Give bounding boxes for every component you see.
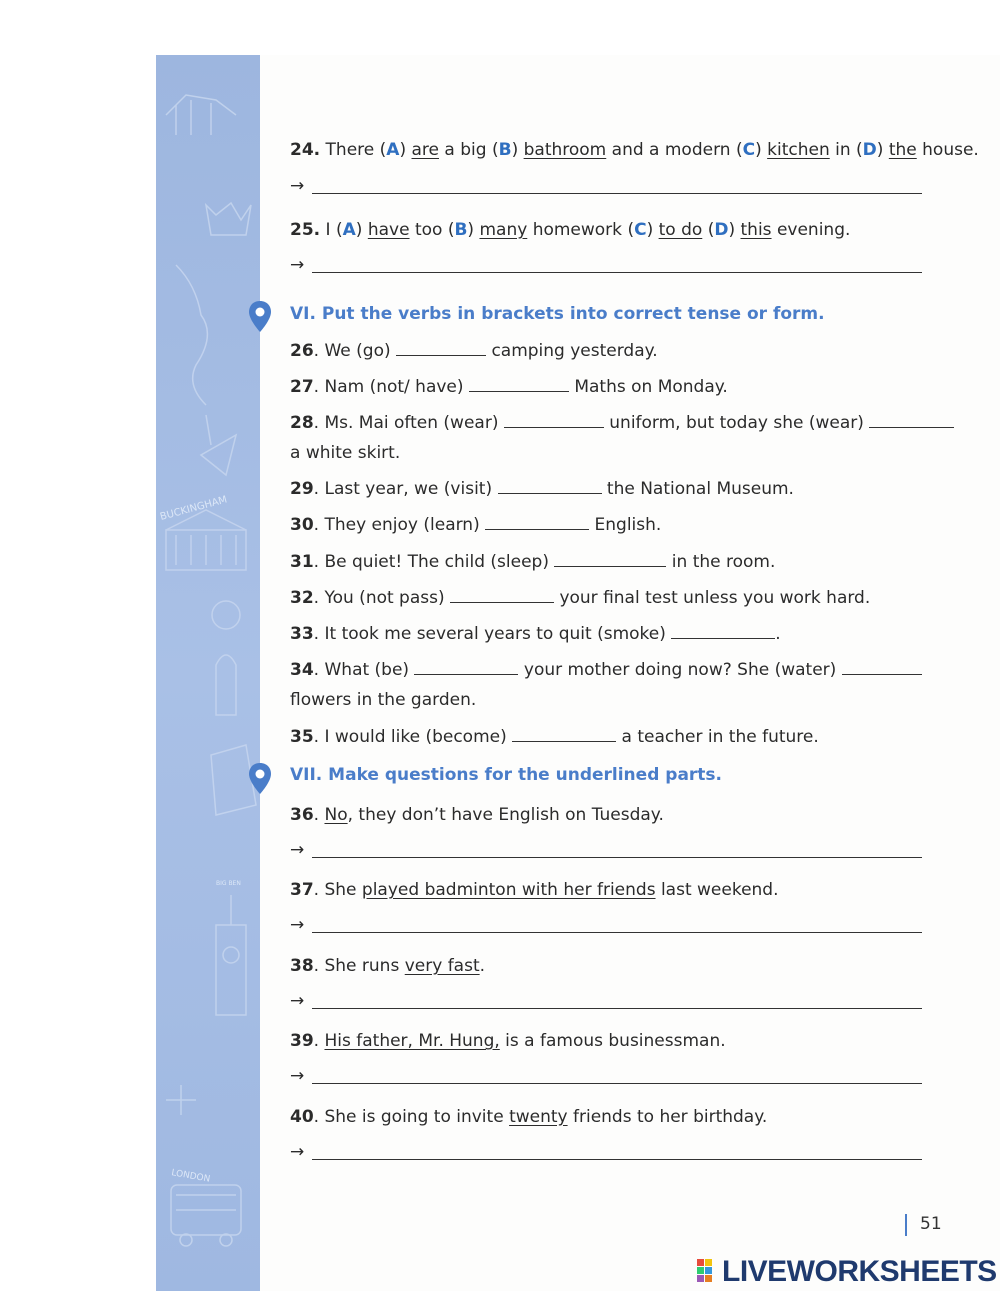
underlined-option-b: bathroom bbox=[523, 140, 607, 160]
text: . bbox=[313, 1031, 325, 1051]
text: your mother doing now? She (water) bbox=[523, 660, 837, 680]
text: There bbox=[325, 140, 375, 160]
text: . bbox=[775, 624, 781, 644]
arrow-icon: → bbox=[290, 255, 305, 275]
text: ( bbox=[735, 140, 743, 160]
page-number: 51 bbox=[920, 1214, 942, 1234]
question-number: 28 bbox=[290, 413, 314, 433]
arrow-icon: → bbox=[290, 840, 305, 860]
arrow-icon: → bbox=[290, 1066, 305, 1086]
blank-input[interactable] bbox=[498, 479, 602, 494]
underlined-option-d: the bbox=[888, 140, 917, 160]
question-38 bbox=[290, 956, 485, 976]
question-28-continued bbox=[290, 443, 400, 463]
blank-input[interactable] bbox=[450, 588, 554, 603]
question-number: 30 bbox=[290, 515, 314, 535]
location-pin-icon bbox=[247, 762, 273, 796]
text: ( bbox=[491, 140, 499, 160]
text: Maths on Monday. bbox=[574, 377, 728, 397]
underlined-part: twenty bbox=[509, 1107, 568, 1127]
decorative-sidebar bbox=[156, 55, 260, 1291]
blank-input[interactable] bbox=[869, 413, 954, 428]
sidebar-label-london: LONDON bbox=[170, 1168, 211, 1185]
answer-line[interactable] bbox=[312, 1159, 922, 1160]
text: friends to her birthday. bbox=[567, 1107, 768, 1127]
text: . She runs bbox=[313, 956, 405, 976]
page-number-bar bbox=[905, 1214, 907, 1236]
arrow-icon: → bbox=[290, 915, 305, 935]
text: ( bbox=[447, 220, 455, 240]
text: a teacher in the future. bbox=[621, 727, 819, 747]
question-number: 24. bbox=[290, 140, 321, 160]
text: evening. bbox=[776, 220, 851, 240]
question-33 bbox=[290, 624, 781, 644]
text: English. bbox=[594, 515, 662, 535]
question-30 bbox=[290, 515, 661, 535]
text: too bbox=[414, 220, 443, 240]
section-7-heading: VII. Make questions for the underlined parts. bbox=[290, 765, 723, 785]
blank-input[interactable] bbox=[414, 660, 518, 675]
text: . Ms. Mai often (wear) bbox=[313, 413, 499, 433]
text: ( bbox=[707, 220, 715, 240]
blank-input[interactable] bbox=[554, 552, 666, 567]
blank-input[interactable] bbox=[485, 515, 589, 530]
text: camping yesterday. bbox=[491, 341, 658, 361]
answer-line[interactable] bbox=[312, 857, 922, 858]
text: in bbox=[835, 140, 851, 160]
text: . Be quiet! The child (sleep) bbox=[313, 552, 549, 572]
question-number: 26 bbox=[290, 341, 314, 361]
underlined-option-b: many bbox=[479, 220, 528, 240]
text: a white skirt. bbox=[290, 443, 401, 463]
text: flowers in the garden. bbox=[290, 690, 477, 710]
text: . Nam (not/ have) bbox=[313, 377, 464, 397]
text: , they don’t have English on Tuesday. bbox=[347, 805, 664, 825]
question-number: 39 bbox=[290, 1031, 314, 1051]
text: . They enjoy (learn) bbox=[313, 515, 480, 535]
option-c-marker: C bbox=[634, 220, 647, 240]
liveworksheets-watermark[interactable]: LIVEWORKSHEETS bbox=[722, 1255, 997, 1288]
question-29 bbox=[290, 479, 794, 499]
question-37 bbox=[290, 880, 779, 900]
underlined-option-c: kitchen bbox=[767, 140, 830, 160]
underlined-part: played badminton with her friends bbox=[361, 880, 656, 900]
arrow-icon: → bbox=[290, 991, 305, 1011]
text: ) bbox=[511, 140, 519, 160]
option-d-marker: D bbox=[862, 140, 877, 160]
text: ( bbox=[379, 140, 387, 160]
text: ) bbox=[876, 140, 884, 160]
underlined-option-a: have bbox=[367, 220, 410, 240]
blank-input[interactable] bbox=[512, 727, 616, 742]
sidebar-label-buckingham: BUCKINGHAM bbox=[158, 494, 229, 523]
text: ( bbox=[856, 140, 863, 160]
text: . It took me several years to quit (smoke) bbox=[313, 624, 666, 644]
question-number: 25. bbox=[290, 220, 321, 240]
arrow-icon: → bbox=[290, 176, 305, 196]
text: . bbox=[479, 956, 486, 976]
question-number: 27 bbox=[290, 377, 314, 397]
question-number: 33 bbox=[290, 624, 314, 644]
text: in the room. bbox=[671, 552, 776, 572]
text: . What (be) bbox=[313, 660, 410, 680]
question-number: 36 bbox=[290, 805, 314, 825]
text: is a famous businessman. bbox=[499, 1031, 726, 1051]
question-number: 35 bbox=[290, 727, 314, 747]
question-36 bbox=[290, 805, 664, 825]
question-31 bbox=[290, 552, 775, 572]
question-27 bbox=[290, 377, 728, 397]
text: ) bbox=[755, 140, 762, 160]
question-34 bbox=[290, 660, 922, 680]
blank-input[interactable] bbox=[469, 377, 569, 392]
question-number: 31 bbox=[290, 552, 314, 572]
text: ) bbox=[399, 140, 407, 160]
text: ( bbox=[627, 220, 635, 240]
answer-line[interactable] bbox=[312, 193, 922, 194]
underlined-part: very fast bbox=[404, 956, 480, 976]
text: ) bbox=[646, 220, 654, 240]
text: the National Museum. bbox=[606, 479, 794, 499]
underlined-part: His father, Mr. Hung, bbox=[324, 1031, 500, 1051]
option-d-marker: D bbox=[714, 220, 729, 240]
option-a-marker: A bbox=[386, 140, 400, 160]
text: your final test unless you work hard. bbox=[559, 588, 871, 608]
answer-line[interactable] bbox=[312, 1083, 922, 1084]
answer-line[interactable] bbox=[312, 272, 922, 273]
text: . Last year, we (visit) bbox=[313, 479, 493, 499]
underlined-option-a: are bbox=[411, 140, 439, 160]
blank-input[interactable] bbox=[396, 341, 486, 356]
text: . She bbox=[313, 880, 362, 900]
question-26 bbox=[290, 341, 658, 361]
question-number: 32 bbox=[290, 588, 314, 608]
text: . We (go) bbox=[313, 341, 391, 361]
option-b-marker: B bbox=[454, 220, 468, 240]
option-a-marker: A bbox=[342, 220, 356, 240]
text: homework bbox=[532, 220, 623, 240]
option-c-marker: C bbox=[742, 140, 756, 160]
question-39 bbox=[290, 1031, 726, 1051]
section-6-heading: VI. Put the verbs in brackets into correct tense or form. bbox=[290, 304, 825, 324]
london-landmarks-illustration bbox=[156, 55, 260, 1291]
location-pin-icon bbox=[247, 300, 273, 334]
question-24 bbox=[290, 140, 979, 160]
text: . You (not pass) bbox=[313, 588, 445, 608]
text: . I would like (become) bbox=[313, 727, 507, 747]
text: a big bbox=[444, 140, 487, 160]
question-34-continued bbox=[290, 690, 476, 710]
text: ) bbox=[728, 220, 736, 240]
text: . She is going to invite bbox=[313, 1107, 510, 1127]
sidebar-label-bigben: BIG BEN bbox=[216, 880, 241, 887]
underlined-option-d: this bbox=[740, 220, 772, 240]
question-number: 40 bbox=[290, 1107, 314, 1127]
blank-input[interactable] bbox=[842, 660, 922, 675]
question-40 bbox=[290, 1107, 767, 1127]
underlined-option-c: to do bbox=[658, 220, 703, 240]
underlined-part: No bbox=[324, 805, 348, 825]
liveworksheets-logo-icon bbox=[697, 1259, 721, 1283]
blank-input[interactable] bbox=[504, 413, 604, 428]
arrow-icon: → bbox=[290, 1142, 305, 1162]
question-28 bbox=[290, 413, 954, 433]
answer-line[interactable] bbox=[312, 932, 922, 933]
question-32 bbox=[290, 588, 870, 608]
text: last weekend. bbox=[655, 880, 779, 900]
blank-input[interactable] bbox=[671, 624, 775, 639]
text: ) bbox=[467, 220, 475, 240]
question-number: 37 bbox=[290, 880, 314, 900]
text: and a modern bbox=[611, 140, 731, 160]
text: ( bbox=[335, 220, 343, 240]
text: house. bbox=[922, 140, 979, 160]
question-number: 29 bbox=[290, 479, 314, 499]
question-number: 38 bbox=[290, 956, 314, 976]
text: I bbox=[325, 220, 331, 240]
question-number: 34 bbox=[290, 660, 314, 680]
text: ) bbox=[355, 220, 363, 240]
text: uniform, but today she (wear) bbox=[609, 413, 864, 433]
question-25 bbox=[290, 220, 850, 240]
option-b-marker: B bbox=[498, 140, 512, 160]
question-35 bbox=[290, 727, 819, 747]
answer-line[interactable] bbox=[312, 1008, 922, 1009]
text: . bbox=[313, 805, 325, 825]
